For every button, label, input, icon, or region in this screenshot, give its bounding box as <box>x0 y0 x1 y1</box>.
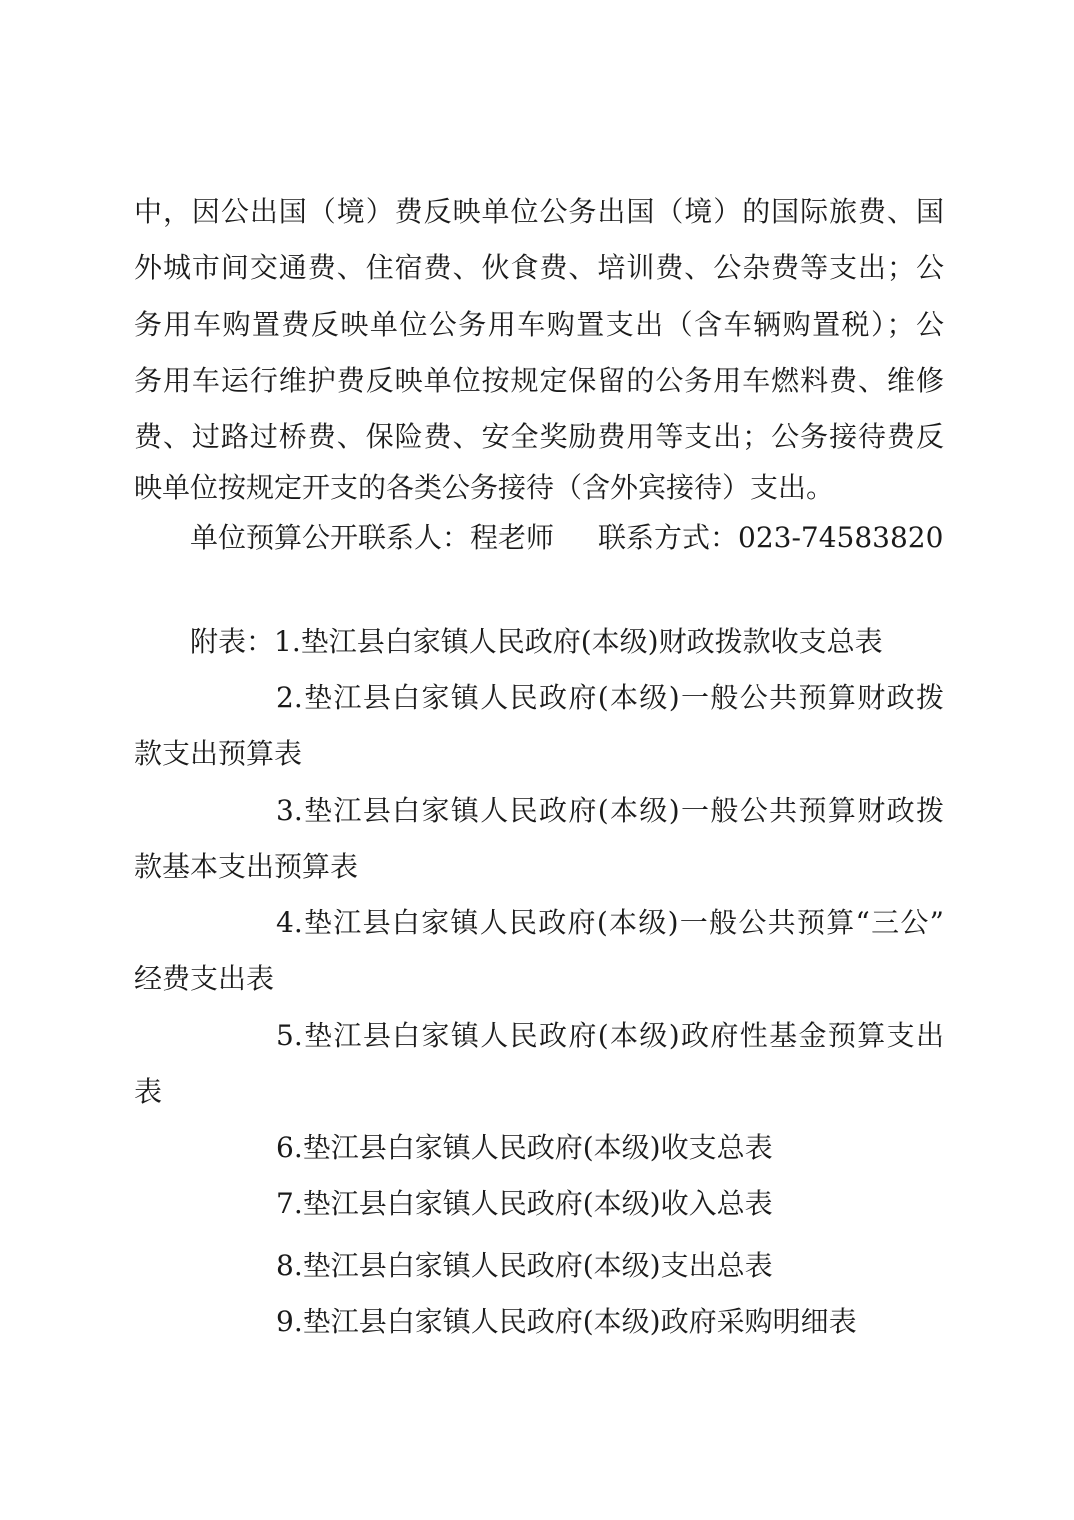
attachment-item-9: 9.垫江县白家镇人民政府(本级)政府采购明细表 <box>276 1305 857 1338</box>
attachment-item-4-cont: 经费支出表 <box>134 962 275 995</box>
attachment-list <box>190 622 950 662</box>
attachment-item-5: 5.垫江县白家镇人民政府(本级)政府性基金预算支出 <box>276 1019 944 1052</box>
paragraph-line: 费、过路过桥费、保险费、安全奖励费用等支出；公务接待费反 <box>134 420 944 453</box>
paragraph-line: 映单位按规定开支的各类公务接待（含外宾接待）支出。 <box>134 471 835 504</box>
attachment-item-2: 2.垫江县白家镇人民政府(本级)一般公共预算财政拨 <box>276 681 944 714</box>
paragraph-line: 务用车运行维护费反映单位按规定保留的公务用车燃料费、维修 <box>134 364 944 397</box>
attachment-item-5-cont: 表 <box>134 1075 163 1108</box>
attachment-item-1: 1.垫江县白家镇人民政府(本级)财政拨款收支总表 <box>274 625 883 658</box>
contact-line <box>190 518 950 558</box>
attachment-heading: 附表： <box>190 625 275 658</box>
attachment-item-6: 6.垫江县白家镇人民政府(本级)收支总表 <box>276 1131 773 1164</box>
paragraph-line: 务用车购置费反映单位公务用车购置支出（含车辆购置税）；公 <box>134 308 944 341</box>
attachment-item-4: 4.垫江县白家镇人民政府(本级)一般公共预算“三公” <box>276 906 944 939</box>
contact-phone: 联系方式：023-74583820 <box>598 521 944 554</box>
attachment-item-7: 7.垫江县白家镇人民政府(本级)收入总表 <box>276 1187 773 1220</box>
paragraph-line: 外城市间交通费、住宿费、伙食费、培训费、公杂费等支出；公 <box>134 251 944 284</box>
paragraph-line: 中，因公出国（境）费反映单位公务出国（境）的国际旅费、国 <box>134 195 944 228</box>
contact-person: 单位预算公开联系人：程老师 <box>190 521 555 554</box>
attachment-item-3: 3.垫江县白家镇人民政府(本级)一般公共预算财政拨 <box>276 794 944 827</box>
attachment-item-3-cont: 款基本支出预算表 <box>134 850 359 883</box>
attachment-item-8: 8.垫江县白家镇人民政府(本级)支出总表 <box>276 1249 773 1282</box>
attachment-item-2-cont: 款支出预算表 <box>134 737 303 770</box>
